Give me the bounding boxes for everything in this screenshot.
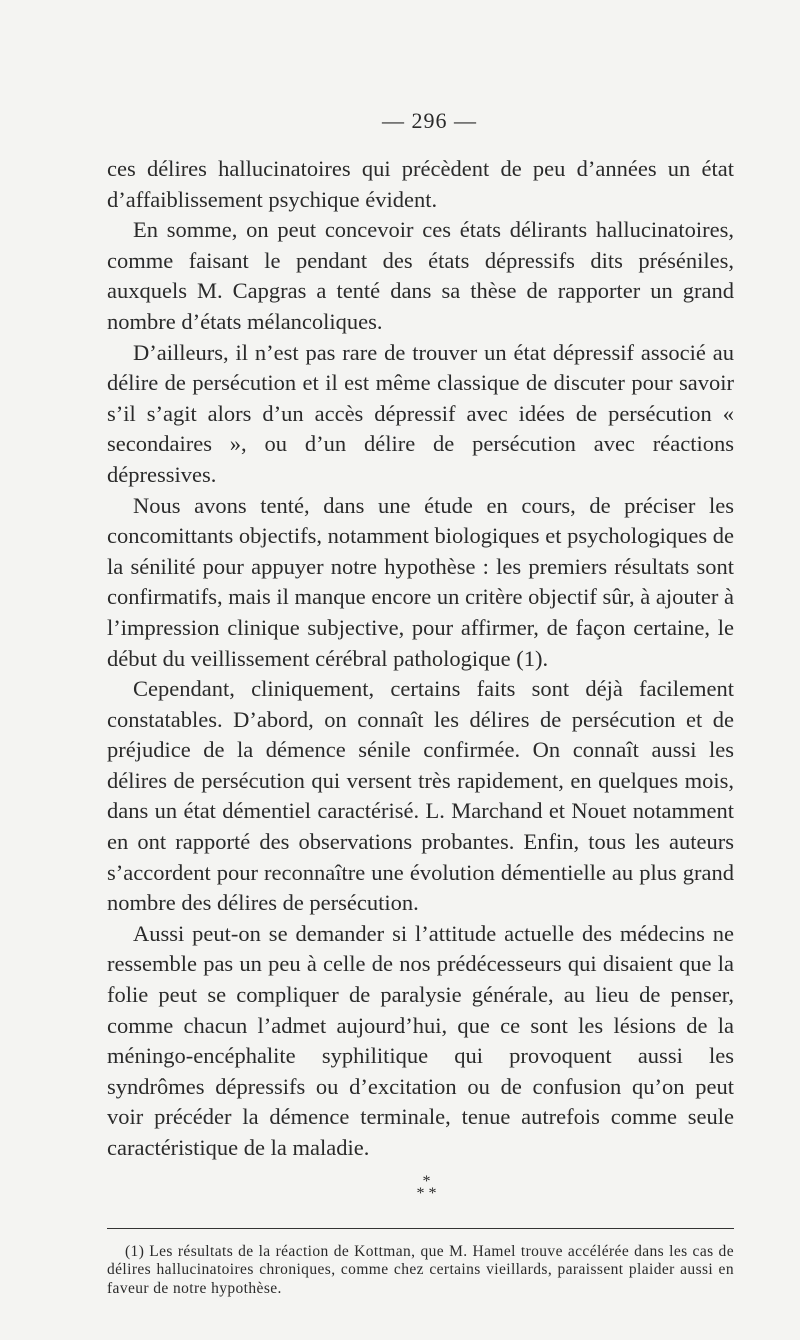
paragraph-3: D’ailleurs, il n’est pas rare de trouver un état dépressif associé au délire de persécution et il est même classique de discuter pour savoir s’il s’agit alors d’un accès dépressif avec idées de persécution « secondaires », ou d’un délire de persécution avec réactions dépressives.	[107, 339, 734, 487]
paragraph-6: Aussi peut-on se demander si l’attitude actuelle des médecins ne ressemble pas un peu à celle de nos prédécesseurs qui disaient que la folie peut se compliquer de paralysie générale, au lieu de penser, comme chacun l’admet aujourd’hui, que ce sont les lésions de la méningo-encéphalite syphilitique qui provoquent aussi les syndrômes dépressifs ou d’excitation ou de confusion qu’on peut voir précéder la démence terminale, tenue autrefois comme seule caractéristique de la maladie.	[107, 920, 734, 1160]
paragraph-1: ces délires hallucinatoires qui précèdent de peu d’années un état d’affaiblissement psychique évident.	[107, 156, 734, 212]
page-number: — 296 —	[382, 108, 477, 133]
footnote-divider	[107, 1228, 734, 1229]
paragraph-5: Cependant, cliniquement, certains faits sont déjà facilement constatables. D’abord, on connaît les délires de persécution et de préjudice de la démence sénile confirmée. On connaît aussi les délires de persécution qui versent très rapidement, en quelques mois, dans un état démentiel caractérisé. L. Marchand et Nouet notamment en ont rapporté des observations probantes. Enfin, tous les auteurs s’accordent pour reconnaître une évolution démentielle au plus grand nombre des délires de persécution.	[107, 676, 734, 916]
body-text	[107, 154, 734, 1164]
section-asterism	[107, 1172, 734, 1202]
asterism-bottom: * *	[416, 1184, 437, 1202]
paragraph-2: En somme, on peut concevoir ces états délirants hallucinatoires, comme faisant le pendant des états dépressifs dits préséniles, auxquels M. Capgras a tenté dans sa thèse de rapporter un grand nombre d’états mélancoliques.	[107, 217, 734, 334]
asterism-top: *	[422, 1172, 431, 1190]
paragraph-4: Nous avons tenté, dans une étude en cours, de préciser les concomittants objectifs, notamment biologiques et psychologiques de la sénilité pour appuyer notre hypothèse : les premiers résultats sont confirmatifs, mais il manque encore un critère objectif sûr, à ajouter à l’impression clinique subjective, pour affirmer, de façon certaine, le début du veillissement cérébral pathologique (1).	[107, 492, 734, 671]
footnote: (1) Les résultats de la réaction de Kottman, que M. Hamel trouve accélérée dans les cas de délires hallucinatoires chroniques, comme chez certains vieillards, paraissent plaider aussi en faveur de notre hypothèse.	[107, 1242, 734, 1297]
book-page	[107, 108, 734, 1298]
